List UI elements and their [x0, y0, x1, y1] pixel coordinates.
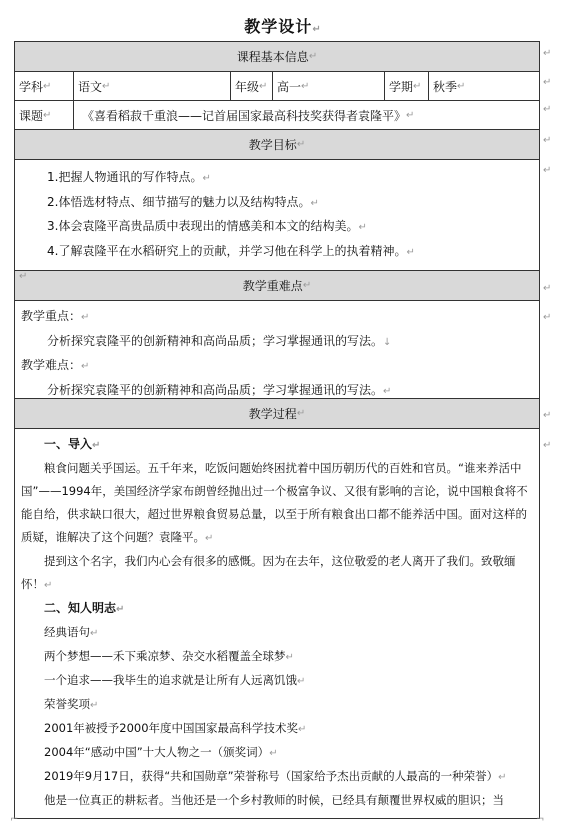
lesson-table	[14, 41, 540, 819]
honors-label: 荣誉奖项↵	[44, 697, 99, 711]
page-corner-left: ⌐	[10, 814, 19, 825]
honor-line: 2019年9月17日，获得“共和国勋章”荣誉称号（国家给予杰出贡献的人最高的一种荣誉）↵	[44, 769, 507, 783]
topic-label: 课题 ↵	[15, 101, 74, 129]
goals-header: 教学目标 ↵	[15, 130, 539, 160]
row-end-mark: ↵	[543, 48, 552, 59]
goal-item: 2.体悟选材特点、细节描写的魅力以及结构特点。↵	[47, 194, 319, 209]
hard-text: 分析探究袁隆平的创新精神和高尚品质；学习掌握通讯的写法。↵	[47, 382, 392, 397]
know-heading: 二、知人明志↵	[44, 601, 125, 615]
grade-value: 高一 ↵	[273, 72, 385, 100]
row-end-mark: ↵	[543, 440, 552, 451]
intro-paragraph-2: 提到这个名字，我们内心会有很多的感慨。因为在去年，这位敬爱的老人离开了我们。致敬缅怀！↵	[21, 554, 516, 591]
process-header: 教学过程 ↵	[15, 399, 539, 429]
quotes-label: 经典语句↵	[44, 625, 99, 639]
row-end-mark: ↵	[543, 135, 552, 146]
page-corner-right: ¬	[536, 814, 545, 825]
term-value: 秋季 ↵	[433, 79, 466, 94]
goals-body	[15, 160, 539, 282]
key-label: 教学重点：↵	[21, 309, 90, 323]
goal-item: 1.把握人物通讯的写作特点。↵	[47, 170, 211, 184]
basic-info-header: 课程基本信息 ↵	[15, 42, 539, 72]
page-title: 教学设计↵	[244, 17, 322, 36]
award-text: 他是一位真正的耕耘者。当他还是一个乡村教师的时候，已经具有颠覆世界权威的胆识；当	[44, 793, 504, 807]
topic-row	[15, 101, 539, 130]
quote-line: 两个梦想——禾下乘凉梦、杂交水稻覆盖全球梦↵	[44, 649, 294, 663]
honor-line: 2001年被授予2000年度中国国家最高科学技术奖↵	[44, 721, 307, 735]
row-end-mark: ↵	[543, 165, 552, 176]
subject-label: 学科 ↵	[15, 72, 74, 100]
process-body	[15, 429, 539, 819]
quote-line: 一个追求——我毕生的追求就是让所有人远离饥饿↵	[44, 673, 306, 687]
row-end-mark: ↵	[543, 410, 552, 421]
basic-info-row	[15, 72, 539, 101]
term-label: 学期 ↵	[385, 72, 429, 100]
intro-paragraph-1: 粮食问题关乎国运。五千年来，吃饭问题始终困扰着中国历朝历代的百姓和官员。“谁来养活中国”——1994年，美国经济学家布朗曾经抛出过一个极富争议、又很有影响的言论，说中国粮食将不能自给，供求缺口很大，超过世界粮食贸易总量，以至于所有粮食出口都不能养活中国。面对这样的质疑，谁解决了这个问题？袁隆平。↵	[21, 461, 528, 544]
honor-line: 2004年“感动中国”十大人物之一（颁奖词）↵	[44, 745, 278, 759]
focus-body	[15, 301, 539, 399]
hard-label: 教学难点：↵	[21, 358, 90, 372]
goal-item: 4.了解袁隆平在水稻研究上的贡献，并学习他在科学上的执着精神。↵	[47, 243, 415, 258]
grade-label: 年级 ↵	[231, 72, 273, 100]
key-text: 分析探究袁隆平的创新精神和高尚品质；学习掌握通讯的写法。↓	[47, 333, 392, 348]
row-end-mark: ↵	[543, 77, 552, 88]
row-end-mark: ↵	[543, 104, 552, 115]
row-end-mark: ↵	[543, 283, 552, 294]
empty-paragraph: ↵	[19, 271, 28, 282]
topic-value: 《喜看稻菽千重浪——记首届国家最高科技奖获得者袁隆平》 ↵	[82, 108, 415, 123]
intro-heading: 一、导入↵	[44, 437, 101, 451]
subject-value: 语文 ↵	[74, 72, 231, 100]
goal-item: 3.体会袁隆平高贵品质中表现出的情感美和本文的结构美。↵	[47, 219, 367, 233]
row-end-mark: ↵	[543, 312, 552, 323]
focus-header: 教学重难点 ↵	[15, 271, 539, 301]
